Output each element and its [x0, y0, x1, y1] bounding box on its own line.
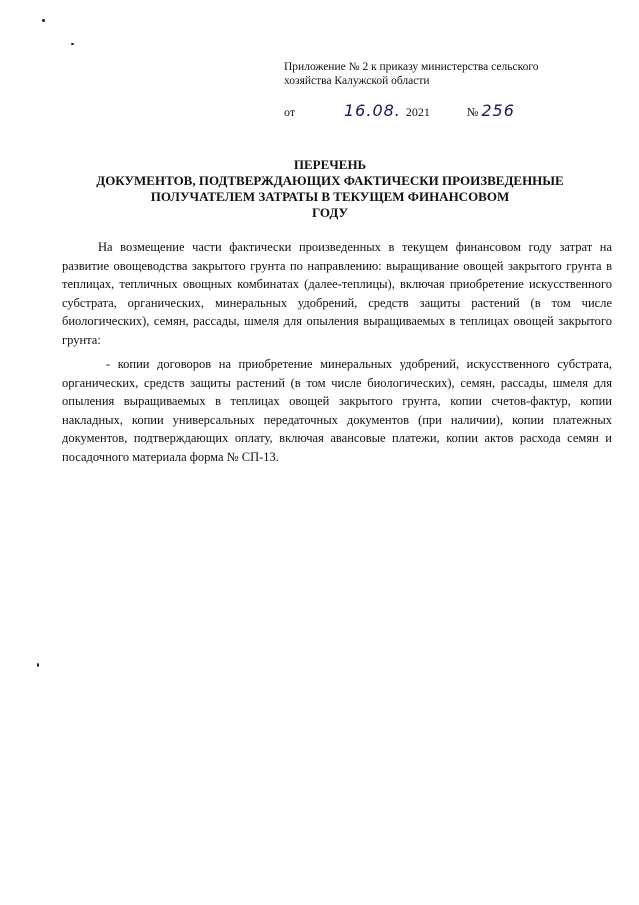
title-line2: ДОКУМЕНТОВ, ПОДТВЕРЖДАЮЩИХ ФАКТИЧЕСКИ ПРОИЗВЕДЕННЫЕ — [96, 173, 564, 188]
handwritten-order-number: 256 — [481, 101, 515, 120]
body-paragraph-2: - копии договоров на приобретение минеральных удобрений, искусственного субстрата, органических, средств защиты растений (в том числе биологических), семян, рассады, шмеля для опыления выращиваемых в теплицах овощей закрытого грунта, копии счетов-фактур, копии накладных, копии универсальных передаточных документов (при наличии), копии платежных документов, подтверждающих оплату, включая авансовые платежи, копии актов расхода семян и посадочного материала форма № СП-13. — [62, 357, 612, 464]
title-line1: ПЕРЕЧЕНЬ — [293, 157, 367, 172]
scan-speck — [37, 663, 39, 667]
handwritten-date: 16.08. — [344, 101, 401, 120]
document-title — [40, 157, 620, 221]
body-paragraph-1: На возмещение части фактически произведенных в текущем финансовом году затрат на развитие овощеводства закрытого грунта по направлению: выращивание овощей закрытого грунта в теплицах, тепличных овощных комбинатах (далее-теплицы), включая приобретение искусственного субстрата, органических, минеральных удобрений, средств защиты растений (в том числе биологических), семян, рассады, шмеля для опыления выращиваемых в теплицах овощей закрытого грунта: — [62, 240, 612, 347]
number-sign: № — [466, 105, 479, 119]
title-line4: ГОДУ — [311, 205, 349, 220]
appendix-header — [284, 60, 604, 88]
scan-speck — [71, 43, 74, 45]
order-year: 2021 — [405, 105, 430, 119]
date-prefix: от — [284, 105, 296, 119]
appendix-header-line1: Приложение № 2 к приказу министерства сельского — [284, 61, 539, 73]
order-date-line — [284, 101, 604, 120]
title-line3: ПОЛУЧАТЕЛЕМ ЗАТРАТЫ В ТЕКУЩЕМ ФИНАНСОВОМ — [150, 189, 510, 204]
appendix-header-line2: хозяйства Калужской области — [284, 75, 430, 87]
scan-speck — [42, 19, 45, 22]
